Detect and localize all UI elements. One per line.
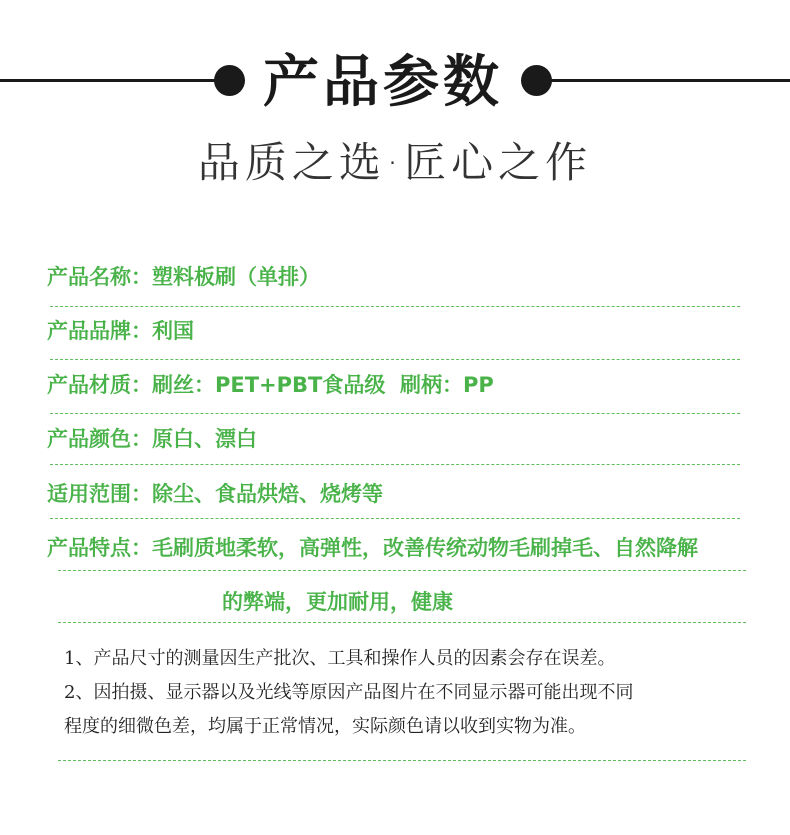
param-label: 产品特点： — [47, 536, 152, 560]
page-title: 产品参数 — [263, 50, 503, 115]
section-header — [0, 45, 790, 120]
page-subtitle: 品质之选·匠心之作 — [197, 138, 593, 187]
divider — [50, 306, 740, 307]
param-label: 产品材质： — [47, 373, 152, 397]
param-value: 刷丝：PET+PBT食品级 刷柄：PP — [152, 373, 494, 397]
param-row-name — [47, 262, 747, 292]
param-row-usage — [47, 479, 747, 509]
divider — [50, 413, 740, 414]
divider — [50, 464, 740, 465]
param-row-material — [47, 370, 747, 400]
param-label: 适用范围： — [47, 482, 152, 506]
param-row-brand — [47, 316, 747, 346]
header-line-right — [548, 79, 790, 82]
divider — [58, 622, 746, 623]
param-value: 原白、漂白 — [152, 427, 257, 451]
param-value: 除尘、食品烘焙、烧烤等 — [152, 482, 383, 506]
note-line: 程度的细微色差，均属于正常情况，实际颜色请以收到实物为准。 — [64, 716, 586, 737]
param-value: 塑料板刷（单排） — [152, 265, 320, 289]
header-dot-left — [214, 65, 245, 96]
note-line: 2、因拍摄、显示器以及光线等原因产品图片在不同显示器可能出现不同 — [64, 682, 634, 703]
param-label: 产品名称： — [47, 265, 152, 289]
param-value: 利国 — [152, 319, 194, 343]
param-row-features — [47, 533, 747, 563]
divider — [58, 570, 746, 571]
param-value: 的弊端，更加耐用，健康 — [222, 590, 453, 614]
divider — [58, 760, 746, 761]
divider — [50, 359, 740, 360]
notes-block — [64, 642, 764, 744]
param-label: 产品品牌： — [47, 319, 152, 343]
param-row-features-continued — [222, 587, 790, 617]
header-line-left — [0, 79, 222, 82]
divider — [50, 518, 740, 519]
note-line: 1、产品尺寸的测量因生产批次、工具和操作人员的因素会存在误差。 — [64, 648, 616, 669]
param-value: 毛刷质地柔软，高弹性，改善传统动物毛刷掉毛、自然降解 — [152, 536, 698, 560]
param-label: 产品颜色： — [47, 427, 152, 451]
param-row-color — [47, 424, 747, 454]
